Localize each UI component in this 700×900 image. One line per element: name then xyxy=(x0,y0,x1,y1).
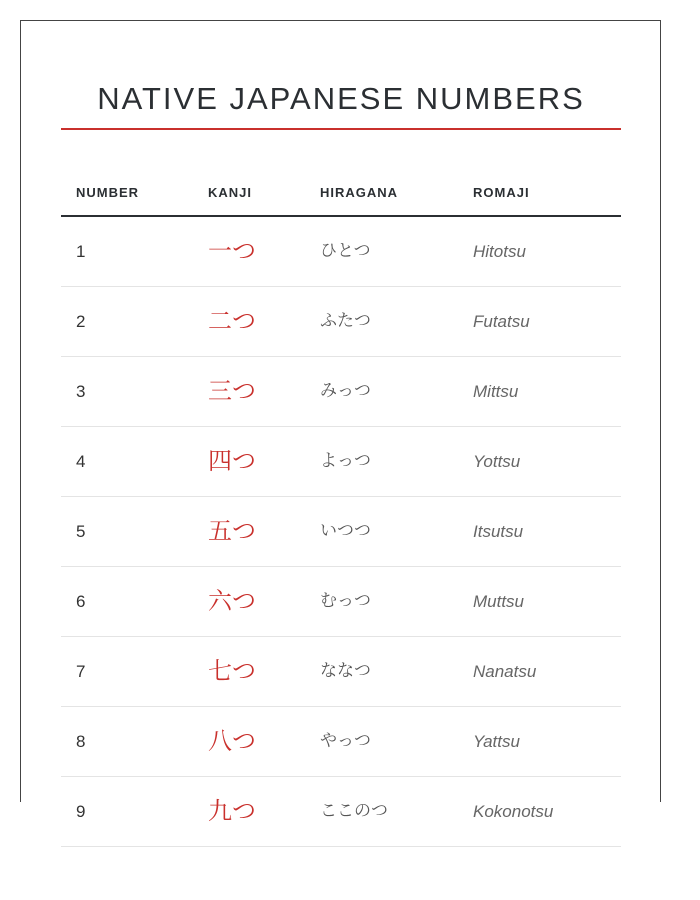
table-row xyxy=(61,777,621,847)
table-row xyxy=(61,497,621,567)
cell-number: 6 xyxy=(76,592,86,611)
header-number: NUMBER xyxy=(76,185,140,200)
numbers-table xyxy=(61,171,621,847)
cell-romaji: Futatsu xyxy=(473,312,530,331)
page-title: NATIVE JAPANESE NUMBERS xyxy=(97,81,585,116)
table-row xyxy=(61,357,621,427)
cell-number: 3 xyxy=(76,382,86,401)
content-card xyxy=(20,20,661,825)
title-underline xyxy=(61,128,621,130)
cell-hiragana: ここのつ xyxy=(320,801,388,821)
cell-kanji: 二つ xyxy=(208,307,256,335)
cell-number: 9 xyxy=(76,802,86,821)
cell-romaji: Hitotsu xyxy=(473,242,526,261)
cell-kanji: 九つ xyxy=(208,797,256,825)
table-row xyxy=(61,707,621,777)
cell-romaji: Nanatsu xyxy=(473,662,537,681)
table-row xyxy=(61,217,621,287)
cell-number: 8 xyxy=(76,732,86,751)
cell-hiragana: よっつ xyxy=(320,451,371,471)
cell-romaji: Yattsu xyxy=(473,732,520,751)
table-row xyxy=(61,567,621,637)
cell-romaji: Itsutsu xyxy=(473,522,524,541)
header-romaji: ROMAJI xyxy=(473,185,530,200)
table-row xyxy=(61,287,621,357)
table-row xyxy=(61,637,621,707)
table-row xyxy=(61,427,621,497)
cell-number: 5 xyxy=(76,522,86,541)
cell-romaji: Yottsu xyxy=(473,452,521,471)
cell-romaji: Mittsu xyxy=(473,382,519,401)
cell-number: 1 xyxy=(76,242,86,261)
cell-kanji: 三つ xyxy=(208,377,256,405)
header-hiragana: HIRAGANA xyxy=(320,185,399,200)
cell-number: 2 xyxy=(76,312,86,331)
cell-hiragana: ひとつ xyxy=(320,241,371,261)
cell-hiragana: いつつ xyxy=(320,521,371,541)
cell-hiragana: みっつ xyxy=(320,381,371,401)
cell-number: 4 xyxy=(76,452,86,471)
header-kanji: KANJI xyxy=(208,185,253,200)
cell-number: 7 xyxy=(76,662,86,681)
cell-romaji: Kokonotsu xyxy=(473,802,554,821)
cell-kanji: 八つ xyxy=(208,727,256,755)
cell-hiragana: ふたつ xyxy=(320,311,371,331)
cell-kanji: 六つ xyxy=(208,587,256,615)
cell-kanji: 一つ xyxy=(208,237,256,265)
cell-kanji: 四つ xyxy=(208,447,256,475)
cell-hiragana: ななつ xyxy=(320,661,371,681)
cell-hiragana: むっつ xyxy=(320,591,371,611)
table-header xyxy=(61,171,621,217)
cell-hiragana: やっつ xyxy=(320,731,371,751)
cell-romaji: Muttsu xyxy=(473,592,525,611)
cell-kanji: 七つ xyxy=(208,657,256,685)
cell-kanji: 五つ xyxy=(208,517,256,545)
